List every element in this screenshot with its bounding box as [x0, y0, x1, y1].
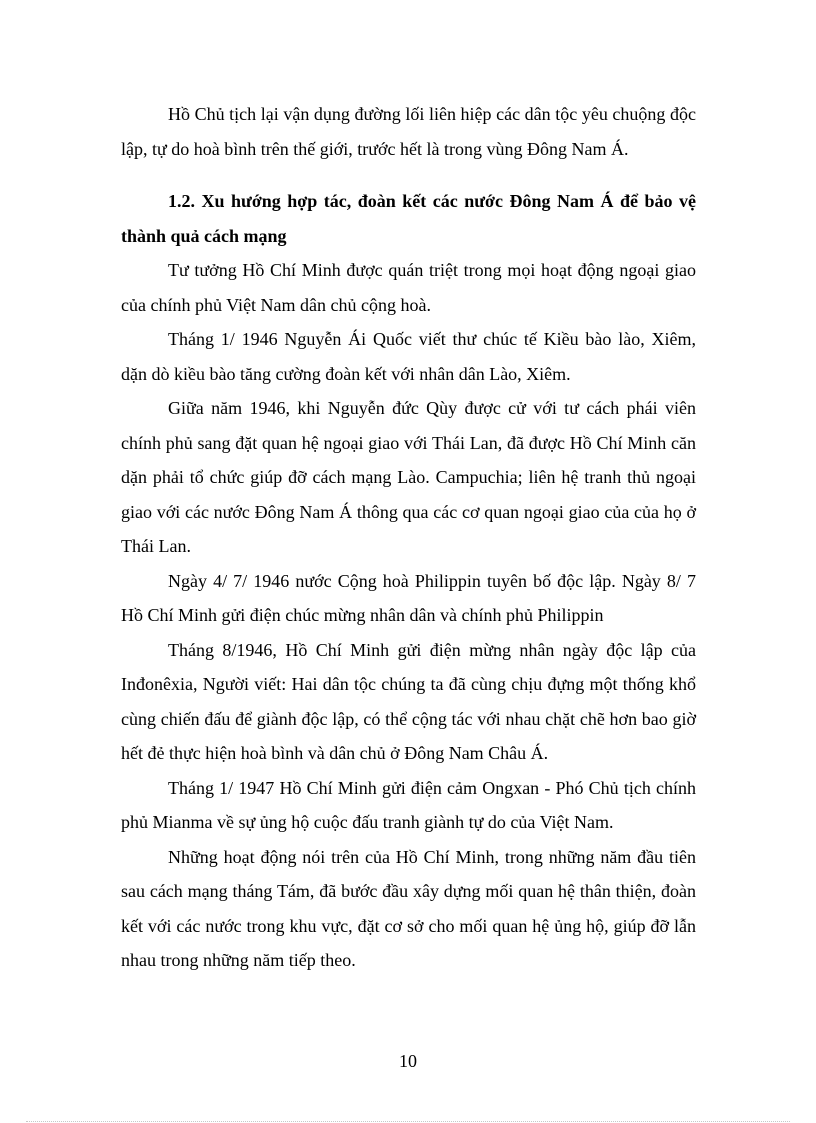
body-paragraph: Tư tưởng Hồ Chí Minh được quán triệt trong mọi hoạt động ngoại giao của chính phủ Việt Nam dân chủ cộng hoà. [121, 260, 696, 315]
body-paragraph: Tháng 1/ 1947 Hồ Chí Minh gửi điện cảm Ongxan - Phó Chủ tịch chính phủ Mianma về sự ủng hộ cuộc đấu tranh giành tự do của Việt Nam. [121, 777, 696, 832]
intro-paragraph: Hồ Chủ tịch lại vận dụng đường lối liên hiệp các dân tộc yêu chuộng độc lập, tự do hoà bình trên thế giới, trước hết là trong vùng Đông Nam Á. [121, 104, 696, 159]
body-paragraph: Những hoạt động nói trên của Hồ Chí Minh, trong những năm đầu tiên sau cách mạng tháng Tám, đã bước đầu xây dựng mối quan hệ thân thiện, đoàn kết với các nước trong khu vực, đặt cơ sở cho mối quan hệ ủng hộ, giúp đỡ lẫn nhau trong những năm tiếp theo. [121, 846, 696, 970]
footer-divider [26, 1121, 790, 1122]
body-paragraph: Ngày 4/ 7/ 1946 nước Cộng hoà Philippin tuyên bố độc lập. Ngày 8/ 7 Hồ Chí Minh gửi điện chúc mừng nhân dân và chính phủ Philippin [121, 570, 696, 625]
section-heading: 1.2. Xu hướng hợp tác, đoàn kết các nước Đông Nam Á để bảo vệ thành quả cách mạng [121, 191, 696, 246]
body-paragraph: Tháng 1/ 1946 Nguyễn Ái Quốc viết thư chúc tế Kiều bào lào, Xiêm, dặn dò kiều bào tăng cường đoàn kết với nhân dân Lào, Xiêm. [121, 329, 696, 384]
page-number: 10 [399, 1051, 417, 1071]
body-paragraph: Giữa năm 1946, khi Nguyễn đức Qùy được cử với tư cách phái viên chính phủ sang đặt quan hệ ngoại giao với Thái Lan, đã được Hồ Chí Minh căn dặn phải tổ chức giúp đỡ cách mạng Lào. Campuchia; liên hệ tranh thủ ngoại giao với các nước Đông Nam Á thông qua các cơ quan ngoại giao của của họ ở Thái Lan. [121, 398, 696, 556]
page-body [121, 97, 696, 978]
body-paragraph: Tháng 8/1946, Hồ Chí Minh gửi điện mừng nhân ngày độc lập của Inđonêxia, Người viết: Hai dân tộc chúng ta đã cùng chịu đựng một thống khổ cùng chiến đấu để giành độc lập, có thể cộng tác với nhau chặt chẽ hơn bao giờ hết đẻ thực hiện hoà bình và dân chủ ở Đông Nam Châu Á. [121, 639, 696, 763]
